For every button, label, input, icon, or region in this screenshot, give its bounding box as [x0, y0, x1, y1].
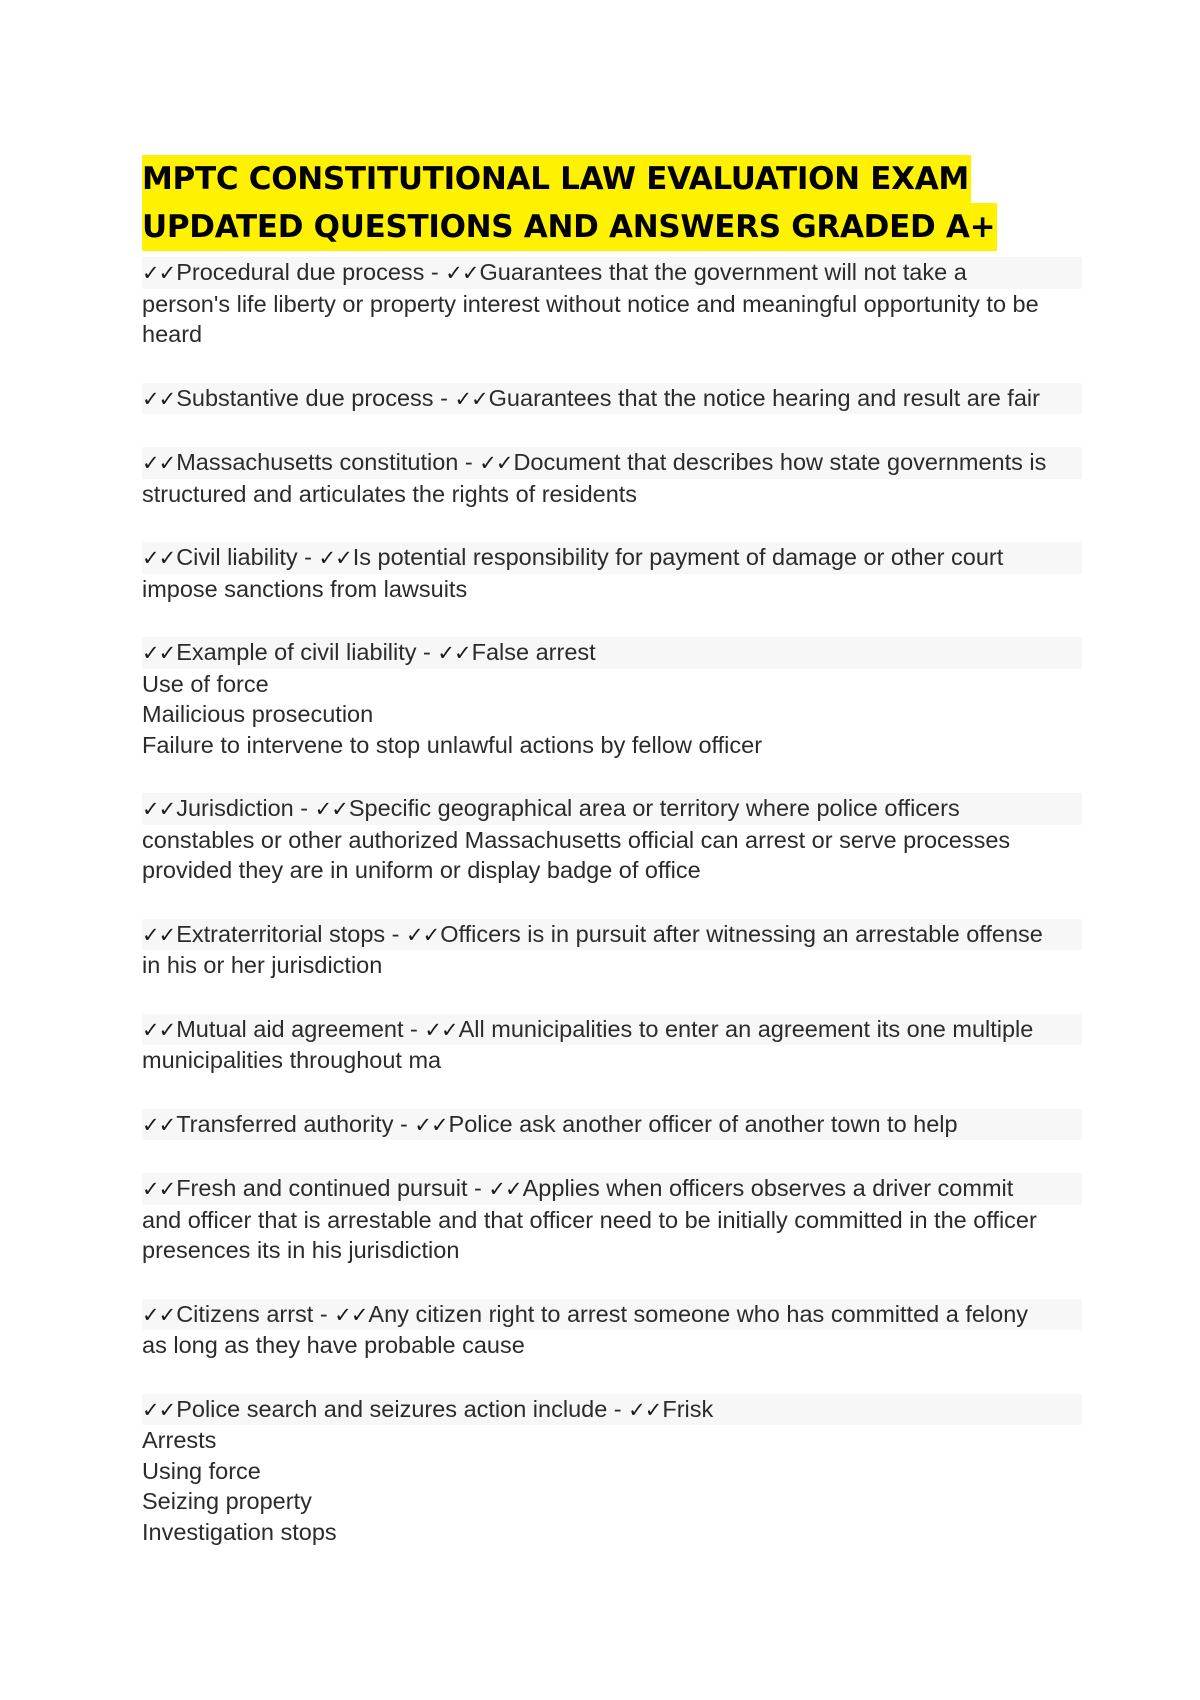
check-marks-icon: ✓✓: [445, 261, 479, 285]
check-marks-icon: ✓✓: [142, 1112, 176, 1137]
qa-list-item: Use of force: [142, 670, 269, 697]
check-marks-icon: ✓✓: [334, 1302, 368, 1327]
qa-entry: [142, 1299, 1082, 1361]
qa-separator: -: [416, 639, 438, 665]
check-marks-icon: ✓✓: [142, 1302, 176, 1327]
qa-line: [142, 793, 1082, 825]
qa-definition: All municipalities to enter an agreement its one multiple: [458, 1015, 1034, 1042]
qa-term: Fresh and continued pursuit: [176, 1175, 468, 1201]
qa-separator: -: [403, 1015, 425, 1042]
qa-term: Substantive due process: [176, 384, 434, 411]
check-marks-icon: ✓✓: [142, 1177, 176, 1201]
qa-term: Massachusetts constitution: [176, 449, 459, 475]
qa-separator: -: [293, 795, 315, 821]
qa-separator: -: [313, 1300, 335, 1327]
qa-definition: Applies when officers observes a driver commit: [522, 1175, 1014, 1201]
check-marks-icon: ✓✓: [406, 922, 440, 947]
qa-term: Extraterritorial stops: [176, 920, 386, 947]
qa-definition-line: as long as they have probable cause: [142, 1332, 525, 1358]
qa-term: Transferred authority: [176, 1110, 394, 1137]
qa-definition-line: impose sanctions from lawsuits: [142, 575, 468, 602]
qa-definition: Police ask another officer of another town to help: [448, 1110, 958, 1137]
qa-line: [142, 1394, 1082, 1426]
qa-list-item: Arrests: [142, 1427, 217, 1453]
qa-line: [142, 1014, 1082, 1046]
qa-line: [142, 383, 1082, 415]
qa-list-item: Using force: [142, 1457, 261, 1484]
qa-separator: -: [433, 384, 455, 411]
check-marks-icon: ✓✓: [437, 641, 471, 665]
qa-line: [142, 637, 1082, 669]
qa-separator: -: [385, 920, 407, 947]
title-line-1: MPTC CONSTITUTIONAL LAW EVALUATION EXAM: [142, 155, 971, 203]
title-line-2: UPDATED QUESTIONS AND ANSWERS GRADED A+: [142, 203, 997, 251]
document-title: [142, 155, 1082, 251]
qa-line: [142, 1173, 1082, 1205]
check-marks-icon: ✓✓: [142, 922, 176, 947]
check-marks-icon: ✓✓: [414, 1112, 448, 1137]
qa-entry: [142, 383, 1082, 415]
qa-separator: -: [607, 1395, 629, 1422]
qa-line: [142, 1109, 1082, 1141]
qa-line: [142, 542, 1082, 574]
qa-line: [142, 1299, 1082, 1331]
qa-definition-line: structured and articulates the rights of residents: [142, 480, 638, 507]
qa-term: Jurisdiction: [176, 795, 294, 821]
qa-entry: [142, 542, 1082, 604]
qa-line: [142, 919, 1082, 951]
qa-definition: Frisk: [662, 1395, 714, 1422]
qa-definition-line: and officer that is arrestable and that officer need to be initially committed in the officer: [142, 1206, 1037, 1233]
qa-entry: [142, 1109, 1082, 1141]
qa-definition: Officers is in pursuit after witnessing an arrestable offense: [440, 920, 1043, 947]
qa-separator: -: [297, 544, 319, 570]
check-marks-icon: ✓✓: [488, 1177, 522, 1201]
qa-definition: Any citizen right to arrest someone who has committed a felony: [368, 1300, 1029, 1327]
qa-term: Procedural due process: [176, 259, 425, 285]
qa-definition-line: provided they are in uniform or display badge of office: [142, 857, 701, 883]
qa-line: [142, 257, 1082, 289]
qa-definition: Specific geographical area or territory where police officers: [348, 795, 960, 821]
qa-entry: [142, 1173, 1082, 1266]
check-marks-icon: ✓✓: [142, 1397, 176, 1422]
check-marks-icon: ✓✓: [454, 386, 488, 411]
qa-term: Example of civil liability: [176, 639, 417, 665]
qa-definition-line: heard: [142, 321, 203, 347]
check-marks-icon: ✓✓: [142, 641, 176, 665]
qa-entry: [142, 1394, 1082, 1548]
qa-definition: False arrest: [471, 639, 596, 665]
qa-term: Civil liability: [176, 544, 298, 570]
qa-definition: Is potential responsibility for payment of damage or other court: [352, 544, 1004, 570]
qa-definition-line: person's life liberty or property interest without notice and meaningful opportunity to be: [142, 290, 1039, 317]
check-marks-icon: ✓✓: [318, 546, 352, 570]
check-marks-icon: ✓✓: [142, 451, 176, 475]
qa-entry: [142, 447, 1082, 509]
qa-definition-line: municipalities throughout ma: [142, 1047, 442, 1073]
qa-entry: [142, 919, 1082, 981]
qa-separator: -: [393, 1110, 415, 1137]
document-content: [142, 155, 1082, 1580]
qa-definition-line: constables or other authorized Massachusetts official can arrest or serve processes: [142, 826, 1011, 853]
qa-definition: Document that describes how state governments is: [513, 449, 1047, 475]
check-marks-icon: ✓✓: [142, 546, 176, 570]
qa-list-item: Failure to intervene to stop unlawful actions by fellow officer: [142, 731, 763, 758]
qa-entry: [142, 1014, 1082, 1076]
check-marks-icon: ✓✓: [142, 261, 176, 285]
check-marks-icon: ✓✓: [314, 797, 348, 821]
qa-list-item: Investigation stops: [142, 1518, 337, 1545]
check-marks-icon: ✓✓: [424, 1017, 458, 1042]
qa-separator: -: [458, 449, 480, 475]
qa-definition-line: presences its in his jurisdiction: [142, 1237, 460, 1263]
qa-entry: [142, 793, 1082, 886]
qa-definition: Guarantees that the notice hearing and result are fair: [488, 384, 1040, 411]
check-marks-icon: ✓✓: [142, 386, 176, 411]
check-marks-icon: ✓✓: [479, 451, 513, 475]
qa-separator: -: [467, 1175, 489, 1201]
qa-list-item: Seizing property: [142, 1488, 312, 1514]
qa-entry: [142, 257, 1082, 350]
check-marks-icon: ✓✓: [142, 797, 176, 821]
qa-list-item: Mailicious prosecution: [142, 701, 374, 727]
qa-definition: Guarantees that the government will not take a: [479, 259, 967, 285]
qa-line: [142, 447, 1082, 479]
qa-term: Police search and seizures action include: [176, 1395, 608, 1422]
qa-entry: [142, 637, 1082, 760]
qa-term: Citizens arrst: [176, 1300, 314, 1327]
qa-term: Mutual aid agreement: [176, 1015, 404, 1042]
qa-definition-line: in his or her jurisdiction: [142, 952, 383, 978]
check-marks-icon: ✓✓: [628, 1397, 662, 1422]
qa-separator: -: [424, 259, 446, 285]
check-marks-icon: ✓✓: [142, 1017, 176, 1042]
